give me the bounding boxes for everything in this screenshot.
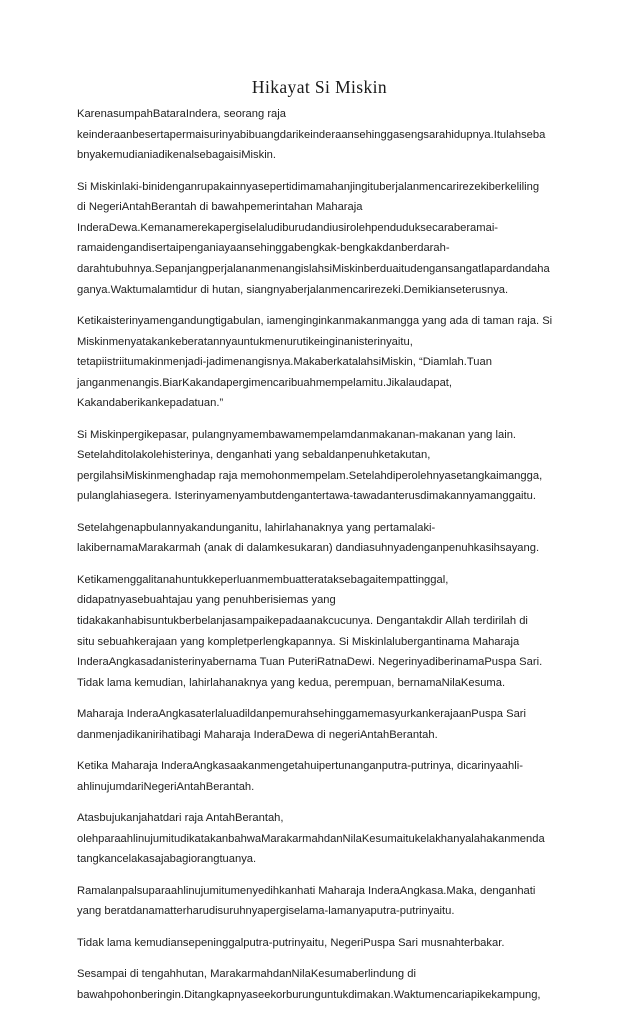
paragraph: [77, 518, 570, 559]
text-line: Ramalanpalsuparaahlinujumitumenyedihkanhati Maharaja InderaAngkasa.Maka, denganhati: [77, 884, 536, 897]
paragraph: [77, 756, 570, 797]
paragraph: [77, 881, 570, 922]
text-line: ramaidengandisertaipenganiayaansehinggabengkak-bengkakdanberdarah-: [77, 242, 450, 255]
text-line: Tidak lama kemudian, lahirlahanaknya yang kedua, perempuan, bernamaNilaKesuma.: [77, 676, 506, 689]
text-line: KarenasumpahBataraIndera, seorang raja: [77, 108, 286, 120]
text-line: janganmenangis.BiarKakandapergimencaribuahmempelamitu.Jikalaudapat,: [77, 376, 453, 389]
text-line: tangkancelakasajabagiorangtuanya.: [77, 853, 257, 866]
text-line: danmenjadikanirihatibagi Maharaja InderaDewa di negeriAntahBerantah.: [77, 728, 438, 741]
text-line: Ketikamenggalitanahuntukkeperluanmembuatterataksebagaitempattinggal,: [77, 573, 449, 586]
document-body: [77, 104, 570, 1016]
text-line: ahlinujumdariNegeriAntahBerantah.: [77, 780, 255, 793]
text-line: Ketika Maharaja InderaAngkasaakanmengetahuipertunanganputra-putrinya, dicarinyaahli-: [77, 760, 523, 773]
paragraph: [77, 104, 570, 166]
text-line: didapatnyasebuahtajau yang penuhberisiemas yang: [77, 594, 336, 607]
text-line: InderaAngkasadanisterinyabernama Tuan PuteriRatnaDewi. NegerinyadiberinamaPuspa Sari.: [77, 656, 543, 669]
text-line: yang beratdanamatterharudisuruhnyapergiselama-lamanyaputra-putrinyaitu.: [77, 905, 455, 918]
text-line: Setelahditolakolehisterinya, denganhati yang sebaldanpenuhketakutan,: [77, 449, 431, 462]
document-title: Hikayat Si Miskin: [251, 77, 388, 97]
text-line: Si Miskinlaki-binidenganrupakainnyasepertidimamahanjingituberjalanmencarirezekiberkeliling: [77, 180, 540, 193]
text-line: tetapiistriitumakinmenjadi-jadimenangisnya.MakaberkatalahsiMiskin, “Diamlah.Tuan: [77, 356, 492, 369]
text-line: darahtubuhnya.SepanjangperjalananmenangislahsiMiskinberduaitudengansangatlapardandaha: [77, 262, 550, 275]
text-line: Si Miskinpergikepasar, pulangnyamembawamempelamdanmakanan-makanan yang lain.: [77, 428, 517, 441]
paragraph: [77, 570, 570, 694]
text-line: Atasbujukanjahatdari raja AntahBerantah,: [77, 812, 284, 825]
paragraph: [77, 177, 570, 301]
text-line: situ sebuahkerajaan yang kompletperlengkapannya. Si Miskinlalubergantinama Maharaja: [77, 635, 520, 648]
paragraph: [77, 704, 570, 745]
text-line: lakibernamaMarakarmah (anak di dalamkesukaran) dandiasuhnyadenganpenuhkasihsayang.: [77, 542, 540, 555]
text-line: bnyakemudianiadikenalsebagaisiMiskin.: [77, 149, 277, 162]
text-line: Miskinmenyatakankeberatannyauntukmenurutikeinginanisterinyaitu,: [77, 335, 413, 348]
text-line: ganya.Waktumalamtidur di hutan, siangnyaberjalanmencarirezeki.Demikianseterusnya.: [77, 283, 509, 296]
text-line: keinderaanbesertapermaisurinyabibuangdarikeinderaansehinggasengsarahidupnya.Itulahseba: [77, 128, 546, 141]
text-line: pulanglahiasegera. Isterinyamenyambutdengantertawa-tawadanterusdimakannyamanggaitu.: [77, 490, 536, 503]
text-line: tidakakanhabisuntukberbelanjasampaikepadaanakcucunya. Dengantakdir Allah terdirilah di: [77, 615, 528, 628]
paragraph: [77, 964, 570, 1005]
text-line: InderaDewa.Kemanamerekapergiselaludiburudandiusirolehpenduduksecaraberamai-: [77, 221, 499, 234]
text-line: Tidak lama kemudiansepeninggalputra-putrinyaitu, NegeriPuspa Sari musnahterbakar.: [77, 936, 505, 949]
text-line: bawahpohonberingin.Ditangkapnyaseekorburunguntukdimakan.Waktumencariapikekampung,: [77, 988, 541, 1001]
text-line: di NegeriAntahBerantah di bawahpemerintahan Maharaja: [77, 201, 363, 214]
text-line: pergilahsiMiskinmenghadap raja memohonmempelam.Setelahdiperolehnyasetangkaimangga,: [77, 469, 543, 482]
text-line: olehparaahlinujumitudikatakanbahwaMarakarmahdanNilaKesumaitukelakhanyalahakanmenda: [77, 832, 545, 845]
paragraph: [77, 808, 570, 870]
paragraph: [77, 425, 570, 507]
text-line: Setelahgenapbulannyakandunganitu, lahirlahanaknya yang pertamalaki-: [77, 521, 436, 534]
paragraph: [77, 311, 570, 414]
text-line: Sesampai di tengahhutan, MarakarmahdanNilaKesumaberlindung di: [77, 968, 416, 981]
text-line: Ketikaisterinyamengandungtigabulan, iamenginginkanmakanmangga yang ada di taman raja. Si: [77, 314, 553, 327]
paragraph: [77, 933, 570, 954]
text-line: Kakandaberikankepadatuan.”: [77, 397, 224, 410]
text-line: Maharaja InderaAngkasaterlaluadildanpemurahsehinggamemasyurkankerajaanPuspa Sari: [77, 708, 527, 721]
